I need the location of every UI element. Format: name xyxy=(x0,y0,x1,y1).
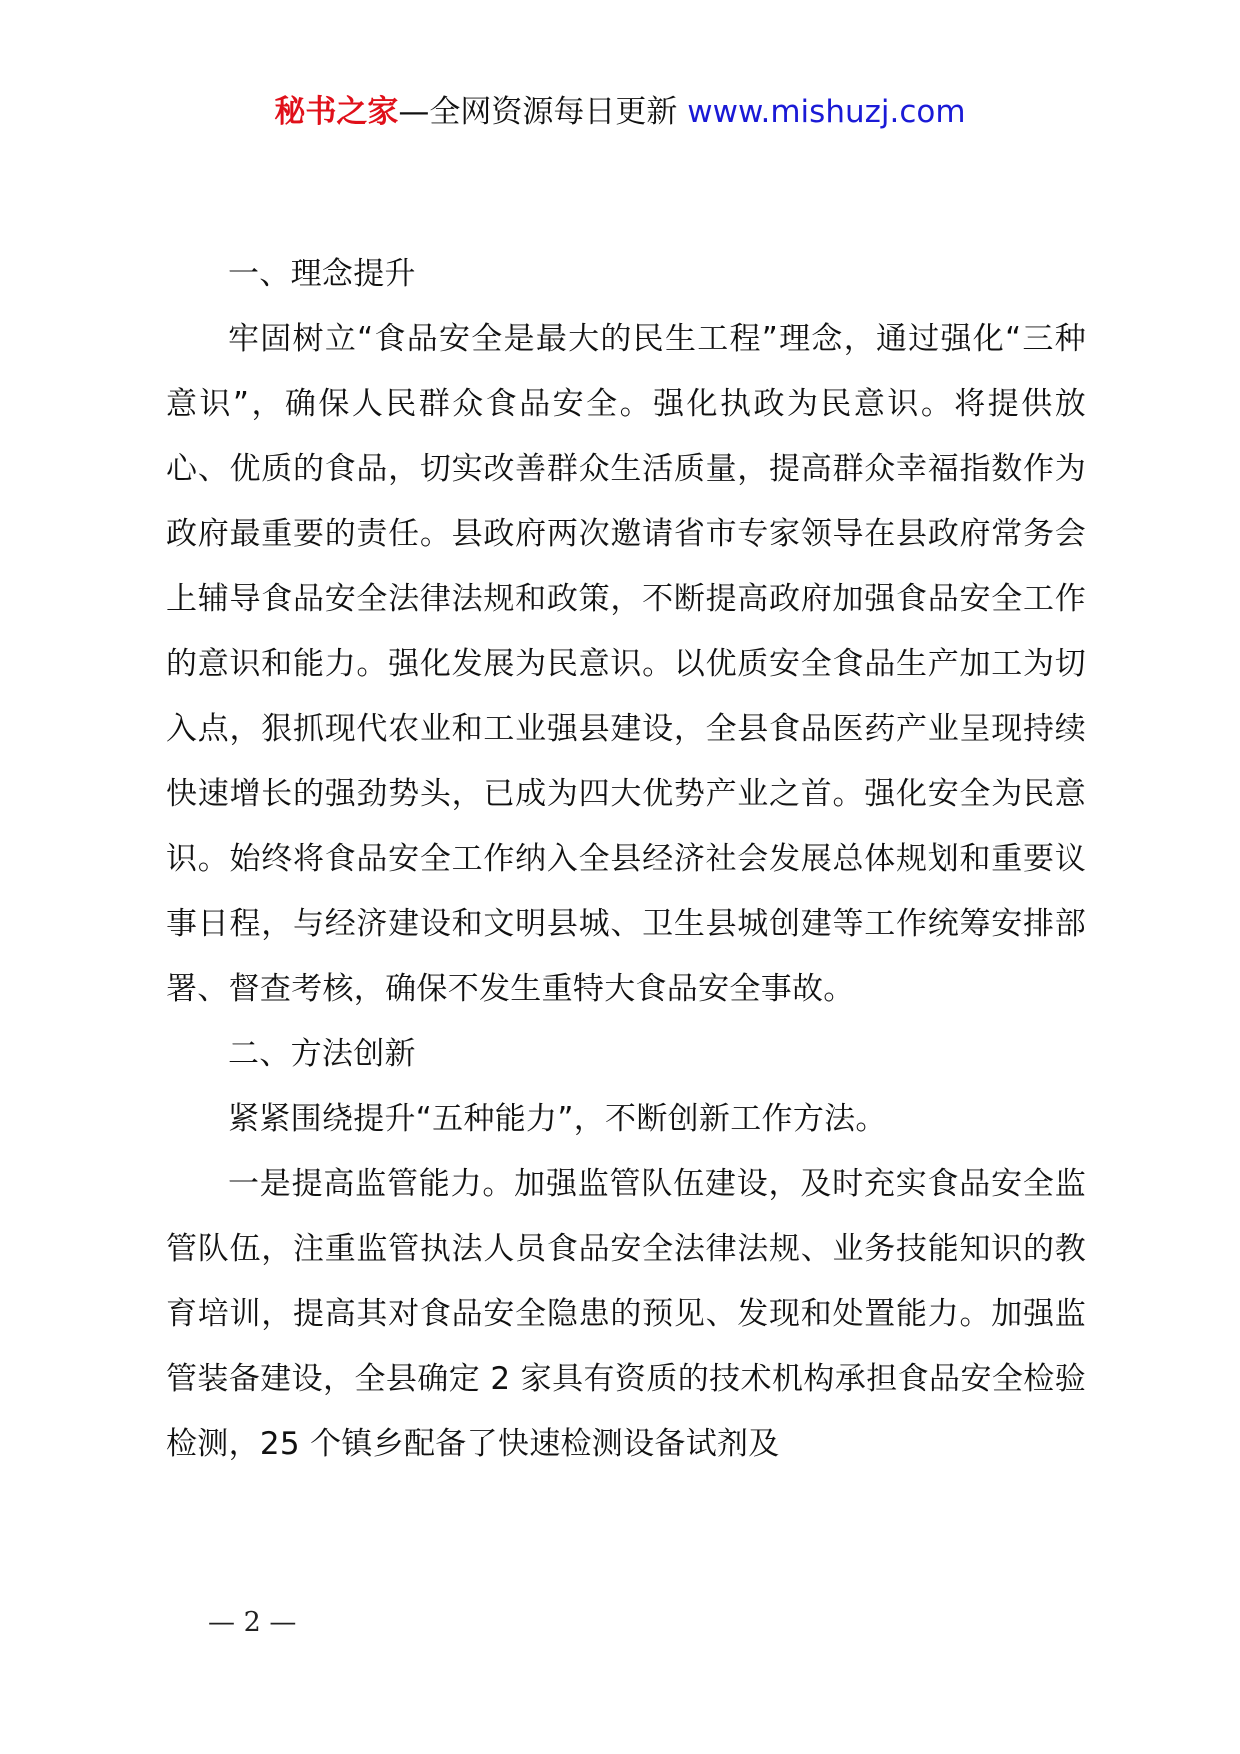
section-1-paragraph: 牢固树立“食品安全是最大的民生工程”理念，通过强化“三种意识”，确保人民群众食品安全。强化执政为民意识。将提供放心、优质的食品，切实改善群众生活质量，提高群众幸福指数作为政府最重要的责任。县政府两次邀请省市专家领导在县政府常务会上辅导食品安全法律法规和政策，不断提高政府加强食品安全工作的意识和能力。强化发展为民意识。以优质安全食品生产加工为切入点，狠抓现代农业和工业强县建设，全县食品医药产业呈现持续快速增长的强劲势头，已成为四大优势产业之首。强化安全为民意识。始终将食品安全工作纳入全县经济社会发展总体规划和重要议事日程，与经济建设和文明县城、卫生县城创建等工作统筹安排部署、督查考核，确保不发生重特大食品安全事故。 xyxy=(166,321,1086,1007)
section-heading-2: 二、方法创新 xyxy=(228,1036,416,1072)
document-body xyxy=(166,242,1086,1477)
page-number: — 2 — xyxy=(208,1607,297,1638)
site-url-link[interactable]: www.mishuzj.com xyxy=(687,94,966,130)
section-heading-1: 一、理念提升 xyxy=(228,256,416,292)
header-tagline: —全网资源每日更新 xyxy=(398,94,678,130)
brand-name: 秘书之家 xyxy=(274,94,399,130)
site-header xyxy=(0,92,1240,132)
section-2-paragraph: 一是提高监管能力。加强监管队伍建设，及时充实食品安全监管队伍，注重监管执法人员食品安全法律法规、业务技能知识的教育培训，提高其对食品安全隐患的预见、发现和处置能力。加强监管装备建设，全县确定 2 家具有资质的技术机构承担食品安全检验检测，25 个镇乡配备了快速检测设备试剂及 xyxy=(166,1166,1086,1462)
section-2-intro: 紧紧围绕提升“五种能力”，不断创新工作方法。 xyxy=(228,1101,887,1137)
